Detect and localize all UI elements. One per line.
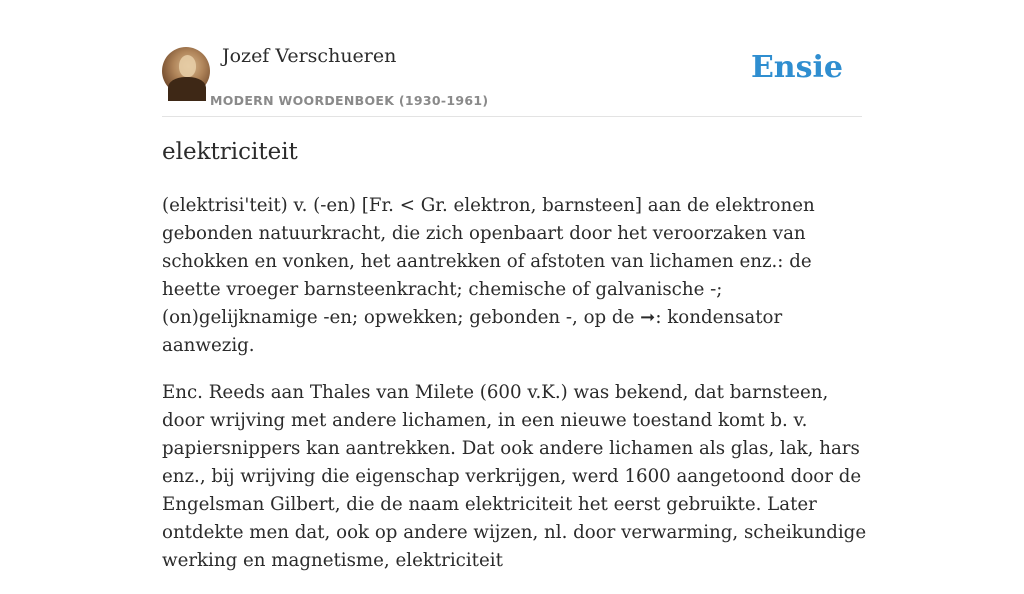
avatar-coat (168, 77, 206, 101)
author-avatar[interactable] (162, 47, 210, 95)
brand-logo[interactable]: Ensie (750, 50, 843, 85)
entry-definition: (elektrisi'teit) v. (-en) [Fr. < Gr. elektron, barnsteen] aan de elektronen gebonden natuurkracht, die zich openbaart door het veroorzaken van schokken en vonken, het aantrekken of afstoten van lichamen enz.: de heette vroeger barnsteenkracht; chemische of galvanische -; (on)gelijknamige -en; opwekken; gebonden -, op de ➞: kondensator aanwezig. (162, 195, 815, 356)
entry-headword: elektriciteit (162, 139, 298, 165)
avatar-face (179, 55, 196, 77)
source-title[interactable]: MODERN WOORDENBOEK (1930-1961) (210, 93, 489, 108)
header (162, 0, 862, 117)
entry-encyclopedic-text: Enc. Reeds aan Thales van Milete (600 v.K.) was bekend, dat barnsteen, door wrijving met andere lichamen, in een nieuwe toestand komt b. v. papiersnippers kan aantrekken. Dat ook andere lichamen als glas, lak, hars enz., bij wrijving die eigenschap verkrijgen, werd 1600 aangetoond door de Engelsman Gilbert, die de naam elektriciteit het eerst gebruikte. Later ontdekte men dat, ook op andere wijzen, nl. door verwarming, scheikundige werking en magnetisme, elektriciteit (162, 382, 867, 571)
author-name[interactable]: Jozef Verschueren (222, 45, 397, 67)
entry-content (162, 192, 867, 594)
